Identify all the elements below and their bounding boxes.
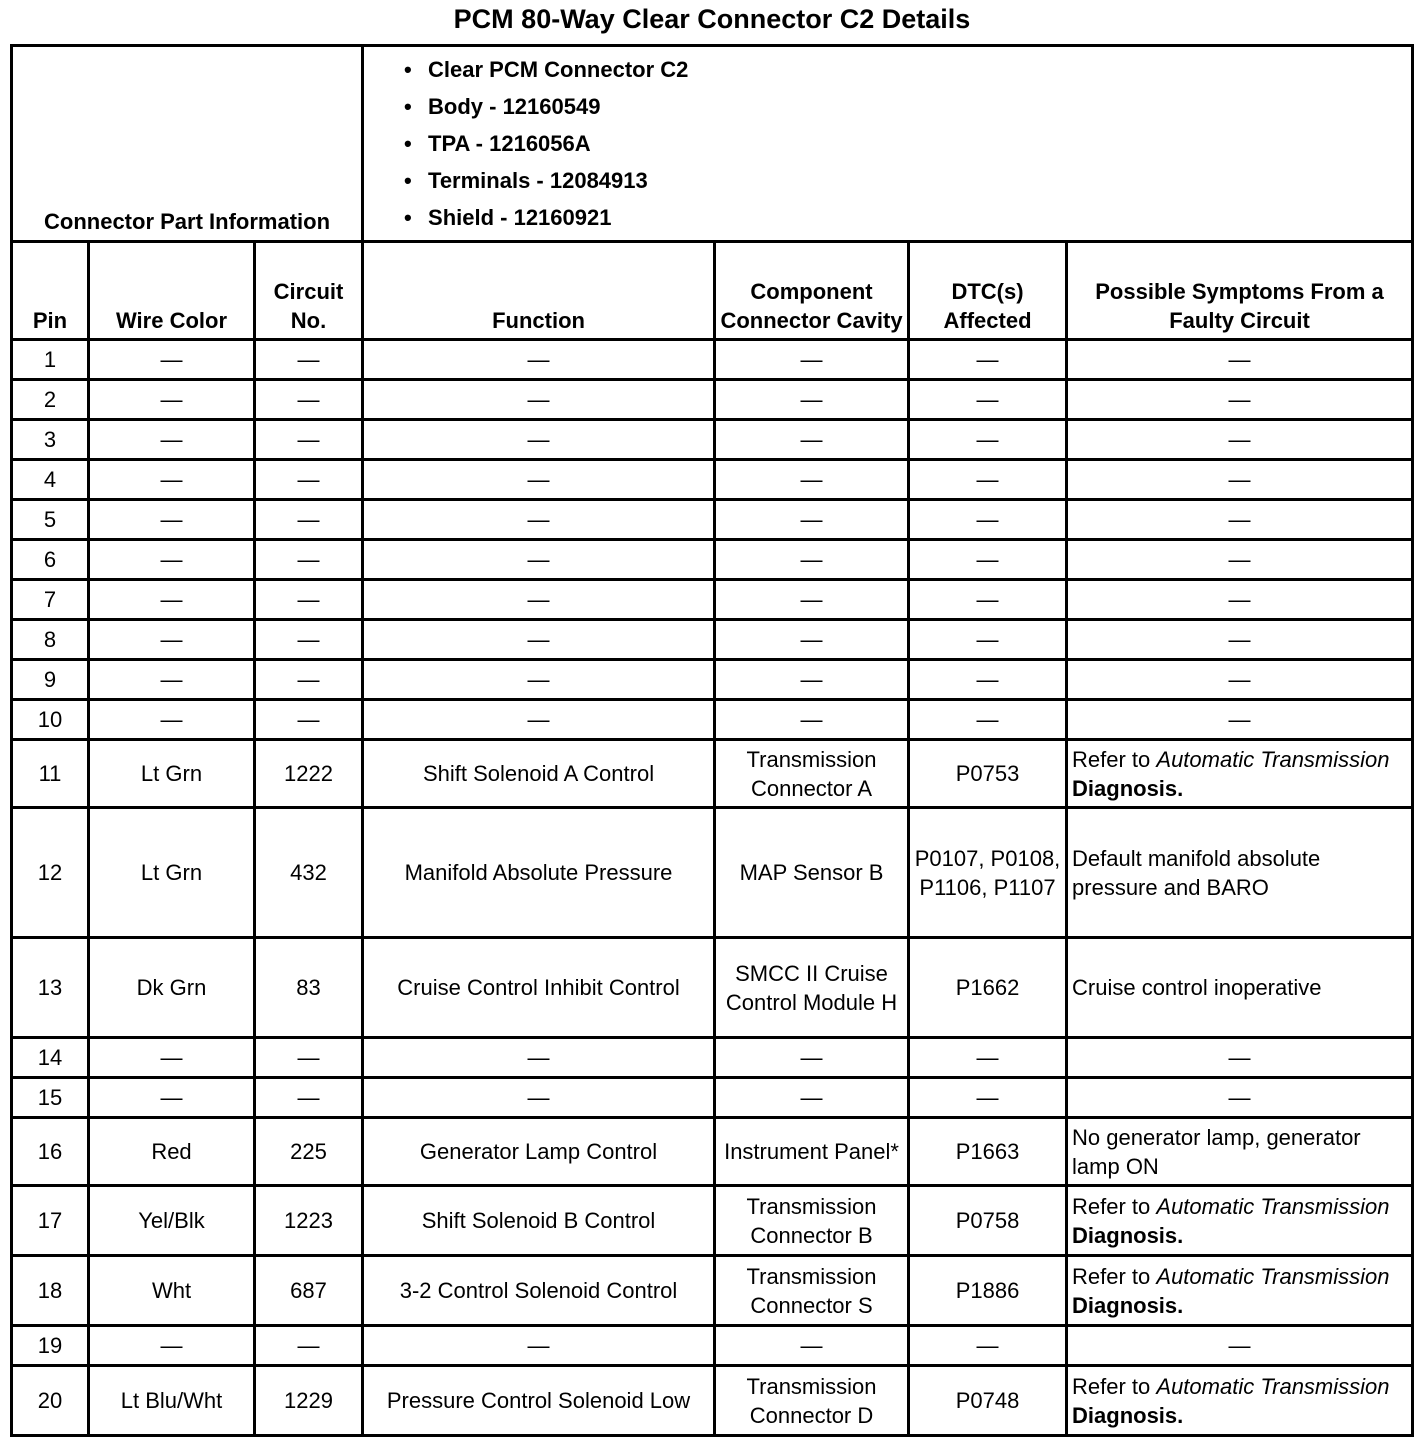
- connector-info-item: [404, 199, 1411, 236]
- symptom-prefix: Refer to: [1072, 1373, 1157, 1399]
- function-cell: [363, 1038, 715, 1078]
- cavity-cell: [715, 540, 909, 580]
- wire-color-cell: [89, 1078, 255, 1118]
- circuit-cell: [255, 700, 363, 740]
- symptom-suffix: Diagnosis.: [1072, 775, 1184, 801]
- bullet-icon: •: [404, 94, 412, 119]
- circuit-cell: [255, 420, 363, 460]
- empty-marker: —: [297, 1085, 320, 1110]
- dtc-cell: [909, 580, 1067, 620]
- symptom-suffix: Diagnosis.: [1072, 1292, 1184, 1318]
- empty-marker: —: [527, 1045, 550, 1070]
- empty-marker: —: [527, 427, 550, 452]
- dtc-cell: P1663: [909, 1118, 1067, 1186]
- connector-info-text: Body - 12160549: [428, 94, 601, 119]
- dtc-cell: [909, 540, 1067, 580]
- pin-cell: 15: [12, 1078, 89, 1118]
- bullet-icon: •: [404, 205, 412, 230]
- dtc-cell: [909, 660, 1067, 700]
- cavity-cell: [715, 1078, 909, 1118]
- function-cell: Manifold Absolute Pressure: [363, 808, 715, 938]
- wire-color-cell: [89, 1038, 255, 1078]
- connector-info-text: Shield - 12160921: [428, 205, 612, 230]
- empty-marker: —: [527, 627, 550, 652]
- empty-marker: —: [1228, 387, 1251, 412]
- dtc-cell: P0753: [909, 740, 1067, 808]
- empty-marker: —: [800, 427, 823, 452]
- empty-marker: —: [160, 387, 183, 412]
- circuit-cell: 1222: [255, 740, 363, 808]
- empty-marker: —: [1228, 347, 1251, 372]
- table-row: [12, 1186, 1413, 1256]
- table-row: [12, 540, 1413, 580]
- function-cell: [363, 460, 715, 500]
- symptom-cell: [1067, 1078, 1413, 1118]
- pin-cell: 14: [12, 1038, 89, 1078]
- empty-marker: —: [1228, 507, 1251, 532]
- function-cell: [363, 1078, 715, 1118]
- symptom-reference-link: Automatic Transmission: [1156, 746, 1390, 772]
- circuit-cell: [255, 540, 363, 580]
- header-dtc: DTC(s) Affected: [909, 242, 1067, 340]
- wire-color-cell: [89, 700, 255, 740]
- pin-cell: 19: [12, 1326, 89, 1366]
- table-row: [12, 1256, 1413, 1326]
- connector-part-info-label: Connector Part Information: [12, 46, 363, 242]
- dtc-cell: P1886: [909, 1256, 1067, 1326]
- wire-color-cell: Lt Blu/Wht: [89, 1366, 255, 1436]
- connector-info-item: [404, 125, 1411, 162]
- connector-info-text: TPA - 1216056A: [428, 131, 591, 156]
- dtc-cell: [909, 460, 1067, 500]
- cavity-cell: [715, 620, 909, 660]
- function-cell: [363, 1326, 715, 1366]
- empty-marker: —: [297, 427, 320, 452]
- function-cell: [363, 580, 715, 620]
- empty-marker: —: [527, 587, 550, 612]
- pin-cell: 11: [12, 740, 89, 808]
- empty-marker: —: [800, 1333, 823, 1358]
- header-pin: Pin: [12, 242, 89, 340]
- pin-cell: 16: [12, 1118, 89, 1186]
- cavity-cell: [715, 580, 909, 620]
- table-row: [12, 808, 1413, 938]
- symptom-cell: [1067, 700, 1413, 740]
- empty-marker: —: [297, 1333, 320, 1358]
- symptom-cell: [1067, 1118, 1413, 1186]
- header-row: [12, 242, 1413, 340]
- function-cell: [363, 620, 715, 660]
- empty-marker: —: [800, 1045, 823, 1070]
- symptom-cell: [1067, 540, 1413, 580]
- empty-marker: —: [976, 627, 999, 652]
- cavity-cell: [715, 1038, 909, 1078]
- empty-marker: —: [1228, 1085, 1251, 1110]
- page-title: PCM 80-Way Clear Connector C2 Details: [453, 4, 971, 34]
- dtc-cell: P0758: [909, 1186, 1067, 1256]
- cavity-cell: Transmission Connector B: [715, 1186, 909, 1256]
- pin-cell: 17: [12, 1186, 89, 1256]
- bullet-icon: •: [404, 131, 412, 156]
- pin-cell: 1: [12, 340, 89, 380]
- function-cell: [363, 340, 715, 380]
- empty-marker: —: [800, 507, 823, 532]
- wire-color-cell: Yel/Blk: [89, 1186, 255, 1256]
- empty-marker: —: [976, 387, 999, 412]
- header-circuit-no: Circuit No.: [255, 242, 363, 340]
- pin-cell: 7: [12, 580, 89, 620]
- symptom-prefix: Refer to: [1072, 1263, 1157, 1289]
- empty-marker: —: [800, 627, 823, 652]
- symptom-cell: [1067, 1326, 1413, 1366]
- cavity-cell: Transmission Connector D: [715, 1366, 909, 1436]
- table-row: [12, 460, 1413, 500]
- circuit-cell: [255, 620, 363, 660]
- cavity-cell: [715, 340, 909, 380]
- wire-color-cell: Red: [89, 1118, 255, 1186]
- cavity-cell: [715, 420, 909, 460]
- function-cell: Pressure Control Solenoid Low: [363, 1366, 715, 1436]
- symptom-cell: [1067, 740, 1413, 808]
- circuit-cell: 1223: [255, 1186, 363, 1256]
- empty-marker: —: [160, 347, 183, 372]
- cavity-cell: Transmission Connector S: [715, 1256, 909, 1326]
- empty-marker: —: [297, 467, 320, 492]
- cavity-cell: MAP Sensor B: [715, 808, 909, 938]
- wire-color-cell: Lt Grn: [89, 740, 255, 808]
- empty-marker: —: [527, 547, 550, 572]
- empty-marker: —: [160, 1333, 183, 1358]
- empty-marker: —: [1228, 707, 1251, 732]
- empty-marker: —: [527, 667, 550, 692]
- wire-color-cell: [89, 500, 255, 540]
- empty-marker: —: [800, 707, 823, 732]
- cavity-cell: [715, 1326, 909, 1366]
- table-row: [12, 580, 1413, 620]
- empty-marker: —: [1228, 547, 1251, 572]
- circuit-cell: [255, 1038, 363, 1078]
- wire-color-cell: [89, 620, 255, 660]
- dtc-cell: [909, 620, 1067, 660]
- connector-info-text: Terminals - 12084913: [428, 168, 648, 193]
- empty-marker: —: [976, 707, 999, 732]
- cavity-cell: [715, 380, 909, 420]
- empty-marker: —: [800, 1085, 823, 1110]
- empty-marker: —: [1228, 587, 1251, 612]
- function-cell: [363, 380, 715, 420]
- symptom-reference-link: Automatic Transmission: [1156, 1263, 1390, 1289]
- empty-marker: —: [160, 627, 183, 652]
- pin-cell: 4: [12, 460, 89, 500]
- empty-marker: —: [527, 707, 550, 732]
- connector-info-item: [404, 162, 1411, 199]
- symptom-cell: [1067, 580, 1413, 620]
- table-row: [12, 380, 1413, 420]
- pin-cell: 2: [12, 380, 89, 420]
- circuit-cell: 1229: [255, 1366, 363, 1436]
- dtc-cell: [909, 380, 1067, 420]
- empty-marker: —: [976, 587, 999, 612]
- circuit-cell: 83: [255, 938, 363, 1038]
- empty-marker: —: [297, 667, 320, 692]
- empty-marker: —: [297, 387, 320, 412]
- empty-marker: —: [976, 1045, 999, 1070]
- pin-cell: 13: [12, 938, 89, 1038]
- cavity-cell: Transmission Connector A: [715, 740, 909, 808]
- pin-cell: 9: [12, 660, 89, 700]
- wire-color-cell: Dk Grn: [89, 938, 255, 1038]
- empty-marker: —: [976, 347, 999, 372]
- cavity-cell: [715, 660, 909, 700]
- function-cell: [363, 700, 715, 740]
- pin-cell: 12: [12, 808, 89, 938]
- dtc-cell: P1662: [909, 938, 1067, 1038]
- symptom-suffix: Diagnosis.: [1072, 1402, 1184, 1428]
- empty-marker: —: [976, 467, 999, 492]
- function-cell: Cruise Control Inhibit Control: [363, 938, 715, 1038]
- wire-color-cell: Wht: [89, 1256, 255, 1326]
- dtc-cell: [909, 1326, 1067, 1366]
- empty-marker: —: [976, 1333, 999, 1358]
- circuit-cell: [255, 460, 363, 500]
- symptom-cell: [1067, 1038, 1413, 1078]
- empty-marker: —: [800, 667, 823, 692]
- empty-marker: —: [527, 467, 550, 492]
- symptom-prefix: Refer to: [1072, 746, 1157, 772]
- empty-marker: —: [1228, 1333, 1251, 1358]
- empty-marker: —: [1228, 467, 1251, 492]
- wire-color-cell: [89, 340, 255, 380]
- pin-cell: 6: [12, 540, 89, 580]
- symptom-cell: [1067, 340, 1413, 380]
- connector-info-text: Clear PCM Connector C2: [428, 57, 689, 82]
- empty-marker: —: [1228, 427, 1251, 452]
- empty-marker: —: [976, 547, 999, 572]
- empty-marker: —: [297, 1045, 320, 1070]
- connector-info-item: [404, 51, 1411, 88]
- empty-marker: —: [976, 1085, 999, 1110]
- table-row: [12, 340, 1413, 380]
- symptom-cell: [1067, 1366, 1413, 1436]
- empty-marker: —: [297, 347, 320, 372]
- empty-marker: —: [160, 707, 183, 732]
- cavity-cell: [715, 460, 909, 500]
- wire-color-cell: [89, 380, 255, 420]
- empty-marker: —: [160, 507, 183, 532]
- empty-marker: —: [297, 707, 320, 732]
- function-cell: Shift Solenoid A Control: [363, 740, 715, 808]
- empty-marker: —: [976, 667, 999, 692]
- empty-marker: —: [297, 547, 320, 572]
- table-row: [12, 660, 1413, 700]
- empty-marker: —: [976, 507, 999, 532]
- dtc-cell: [909, 500, 1067, 540]
- circuit-cell: [255, 340, 363, 380]
- symptom-cell: [1067, 660, 1413, 700]
- circuit-cell: 687: [255, 1256, 363, 1326]
- table-row: [12, 1038, 1413, 1078]
- table-row: [12, 700, 1413, 740]
- function-cell: [363, 540, 715, 580]
- dtc-cell: P0748: [909, 1366, 1067, 1436]
- header-symptoms: Possible Symptoms From a Faulty Circuit: [1067, 242, 1413, 340]
- cavity-cell: [715, 500, 909, 540]
- symptom-cell: [1067, 938, 1413, 1038]
- dtc-cell: [909, 1038, 1067, 1078]
- wire-color-cell: [89, 420, 255, 460]
- pin-cell: 5: [12, 500, 89, 540]
- circuit-cell: [255, 660, 363, 700]
- table-row: [12, 420, 1413, 460]
- function-cell: [363, 420, 715, 460]
- cavity-cell: SMCC II Cruise Control Module H: [715, 938, 909, 1038]
- empty-marker: —: [297, 507, 320, 532]
- pin-cell: 8: [12, 620, 89, 660]
- symptom-prefix: Refer to: [1072, 1193, 1157, 1219]
- symptom-text: No generator lamp, generator lamp ON: [1072, 1124, 1361, 1179]
- dtc-cell: [909, 420, 1067, 460]
- bullet-icon: •: [404, 57, 412, 82]
- dtc-cell: [909, 700, 1067, 740]
- empty-marker: —: [800, 467, 823, 492]
- table-row: [12, 620, 1413, 660]
- header-wire-color: Wire Color: [89, 242, 255, 340]
- symptom-cell: [1067, 1256, 1413, 1326]
- circuit-cell: [255, 1078, 363, 1118]
- empty-marker: —: [1228, 667, 1251, 692]
- table-row: [12, 1078, 1413, 1118]
- wire-color-cell: Lt Grn: [89, 808, 255, 938]
- circuit-cell: 432: [255, 808, 363, 938]
- symptom-cell: [1067, 1186, 1413, 1256]
- wire-color-cell: [89, 460, 255, 500]
- empty-marker: —: [1228, 1045, 1251, 1070]
- empty-marker: —: [800, 347, 823, 372]
- function-cell: Shift Solenoid B Control: [363, 1186, 715, 1256]
- empty-marker: —: [160, 667, 183, 692]
- empty-marker: —: [160, 587, 183, 612]
- connector-part-info-list: [363, 46, 1413, 242]
- pin-cell: 3: [12, 420, 89, 460]
- empty-marker: —: [527, 507, 550, 532]
- dtc-cell: [909, 340, 1067, 380]
- header-function: Function: [363, 242, 715, 340]
- empty-marker: —: [800, 547, 823, 572]
- empty-marker: —: [527, 347, 550, 372]
- symptom-reference-link: Automatic Transmission: [1156, 1193, 1390, 1219]
- wire-color-cell: [89, 1326, 255, 1366]
- header-component-cavity: Component Connector Cavity: [715, 242, 909, 340]
- connector-table: [10, 44, 1414, 1437]
- function-cell: [363, 660, 715, 700]
- symptom-text: Default manifold absolute pressure and BARO: [1072, 845, 1321, 900]
- symptom-reference-link: Automatic Transmission: [1156, 1373, 1390, 1399]
- function-cell: 3-2 Control Solenoid Control: [363, 1256, 715, 1326]
- wire-color-cell: [89, 660, 255, 700]
- table-row: [12, 500, 1413, 540]
- empty-marker: —: [297, 627, 320, 652]
- empty-marker: —: [160, 1045, 183, 1070]
- symptom-cell: [1067, 380, 1413, 420]
- table-row: [12, 1366, 1413, 1436]
- table-row: [12, 1326, 1413, 1366]
- symptom-cell: [1067, 620, 1413, 660]
- pin-cell: 20: [12, 1366, 89, 1436]
- empty-marker: —: [800, 387, 823, 412]
- symptom-cell: [1067, 420, 1413, 460]
- wire-color-cell: [89, 580, 255, 620]
- cavity-cell: Instrument Panel*: [715, 1118, 909, 1186]
- empty-marker: —: [976, 427, 999, 452]
- circuit-cell: [255, 1326, 363, 1366]
- symptom-cell: [1067, 460, 1413, 500]
- empty-marker: —: [160, 427, 183, 452]
- circuit-cell: [255, 380, 363, 420]
- pin-cell: 18: [12, 1256, 89, 1326]
- connector-info-row: [12, 46, 1413, 242]
- empty-marker: —: [527, 387, 550, 412]
- pin-cell: 10: [12, 700, 89, 740]
- circuit-cell: [255, 500, 363, 540]
- circuit-cell: 225: [255, 1118, 363, 1186]
- empty-marker: —: [527, 1085, 550, 1110]
- empty-marker: —: [527, 1333, 550, 1358]
- dtc-cell: [909, 1078, 1067, 1118]
- empty-marker: —: [160, 547, 183, 572]
- connector-info-item: [404, 88, 1411, 125]
- function-cell: Generator Lamp Control: [363, 1118, 715, 1186]
- empty-marker: —: [1228, 627, 1251, 652]
- function-cell: [363, 500, 715, 540]
- dtc-cell: P0107, P0108, P1106, P1107: [909, 808, 1067, 938]
- table-row: [12, 740, 1413, 808]
- table-row: [12, 1118, 1413, 1186]
- empty-marker: —: [160, 1085, 183, 1110]
- symptom-cell: [1067, 808, 1413, 938]
- symptom-suffix: Diagnosis.: [1072, 1222, 1184, 1248]
- circuit-cell: [255, 580, 363, 620]
- symptom-cell: [1067, 500, 1413, 540]
- wire-color-cell: [89, 540, 255, 580]
- symptom-text: Cruise control inoperative: [1072, 975, 1322, 1000]
- empty-marker: —: [800, 587, 823, 612]
- table-row: [12, 938, 1413, 1038]
- empty-marker: —: [160, 467, 183, 492]
- bullet-icon: •: [404, 168, 412, 193]
- empty-marker: —: [297, 587, 320, 612]
- cavity-cell: [715, 700, 909, 740]
